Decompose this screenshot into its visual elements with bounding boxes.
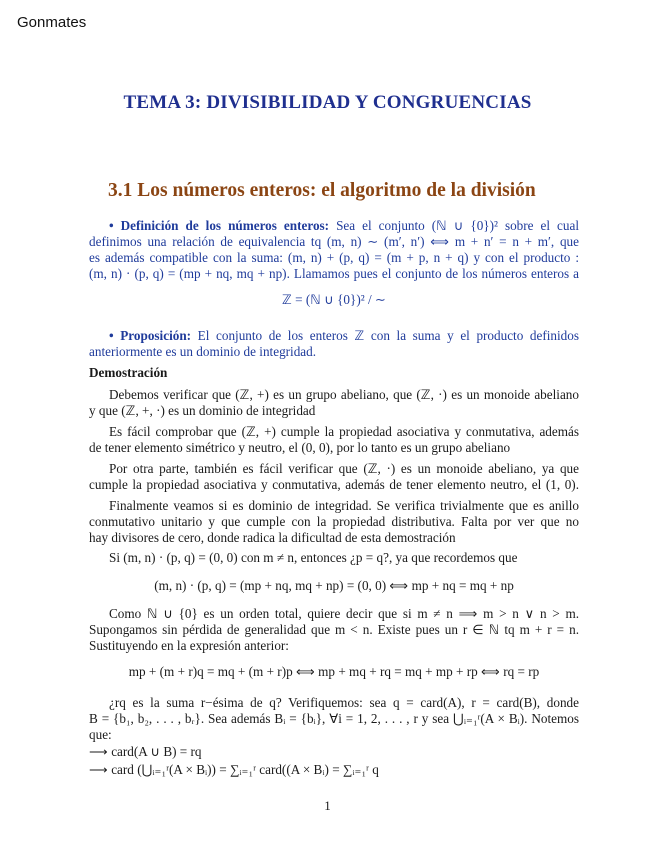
- bullet: •: [109, 218, 114, 233]
- site-brand: Gonmates: [17, 14, 87, 31]
- proof-list: [89, 744, 579, 778]
- proposition-line: • Proposición: El conjunto de los enteros ℤ con la suma y el producto definidos: [109, 328, 580, 343]
- definition-line: es además compatible con la suma: (m, n) + (p, q) = (m + p, n + q) y con el producto :: [89, 250, 579, 265]
- definition-line: definimos una relación de equivalencia tq (m, n) ∼ (m′, n′) ⟺ m + n′ = n + m′, que: [89, 234, 579, 249]
- page-number: 1: [324, 798, 331, 813]
- bullet: •: [109, 328, 114, 343]
- proposition-block: [89, 328, 579, 360]
- definition-block: [89, 218, 579, 282]
- proof-paragraph: Debemos verificar que (ℤ, +) es un grupo abeliano, que (ℤ, ·) es un monoide abeliano y que (ℤ, +, ·) es un dominio de integridad: [89, 387, 579, 418]
- proof-heading: Demostración: [89, 365, 168, 380]
- proposition-line: anteriormente es un dominio de integridad.: [89, 344, 317, 359]
- equation: mp + (m + r)q = mq + (m + r)p ⟺ mp + mq + rq = mq + mp + rp ⟺ rq = rp: [128, 664, 540, 679]
- proof-paragraph: Como ℕ ∪ {0} es un orden total, quiere decir que si m ≠ n ⟹ m > n ∨ n > m. Supongamos sin pérdida de generalidad que m < n. Existe pues un r ∈ ℕ tq m + r = n. Sustituyendo en la expresión anterior:: [89, 606, 579, 653]
- definition-label: Definición de los números enteros:: [120, 218, 330, 233]
- definition-line: (m, n) · (p, q) = (mp + nq, mq + np). Llamamos pues el conjunto de los números enteros a: [89, 266, 579, 281]
- proof-paragraph: Finalmente veamos si es dominio de integridad. Se verifica trivialmente que es anillo conmutativo unitario y que cumple con la propiedad distributiva. Falta por ver que no hay divisores de cero, donde radica la dificultad de esta demostración: [89, 498, 579, 545]
- definition-line: • Definición de los números enteros: Sea el conjunto (ℕ ∪ {0})² sobre el cual: [109, 218, 579, 233]
- list-item: ⟶ card(A ∪ B) = rq: [89, 744, 202, 759]
- proposition-label: Proposición:: [120, 328, 192, 343]
- page-title: TEMA 3: DIVISIBILIDAD Y CONGRUENCIAS: [123, 92, 532, 113]
- proof-paragraph: Es fácil comprobar que (ℤ, +) cumple la propiedad asociativa y conmutativa, además de tener elemento simétrico y neutro, el (0, 0), por lo tanto es un grupo abeliano: [89, 424, 579, 455]
- list-item: ⟶ card (⋃ᵢ₌₁ʳ(A × Bᵢ)) = ∑ᵢ₌₁ʳ card((A × Bᵢ) = ∑ᵢ₌₁ʳ q: [89, 762, 379, 777]
- proof-paragraph: Si (m, n) · (p, q) = (0, 0) con m ≠ n, entonces ¿p = q?, ya que recordemos que: [109, 550, 518, 565]
- proof-paragraph: ¿rq es la suma r−ésima de q? Verifiquemos: sea q = card(A), r = card(B), donde B = {b₁, b₂, . . . , bᵣ}. Sea además Bᵢ = {bᵢ}, ∀i = 1, 2, . . . , r y sea ⋃ᵢ₌₁ʳ(A × Bᵢ). Notemos que:: [89, 695, 579, 742]
- equation: (m, n) · (p, q) = (mp + nq, mq + np) = (0, 0) ⟺ mp + nq = mq + np: [154, 578, 514, 593]
- section-heading: 3.1 Los números enteros: el algoritmo de la división: [108, 180, 536, 201]
- definition-formula: ℤ = (ℕ ∪ {0})² / ∼: [282, 292, 386, 307]
- proof-paragraph: Por otra parte, también es fácil verificar que (ℤ, ·) es un monoide abeliano, ya que cumple la propiedad asociativa y conmutativa, además de tener elemento neutro, el (1, 0).: [89, 461, 579, 492]
